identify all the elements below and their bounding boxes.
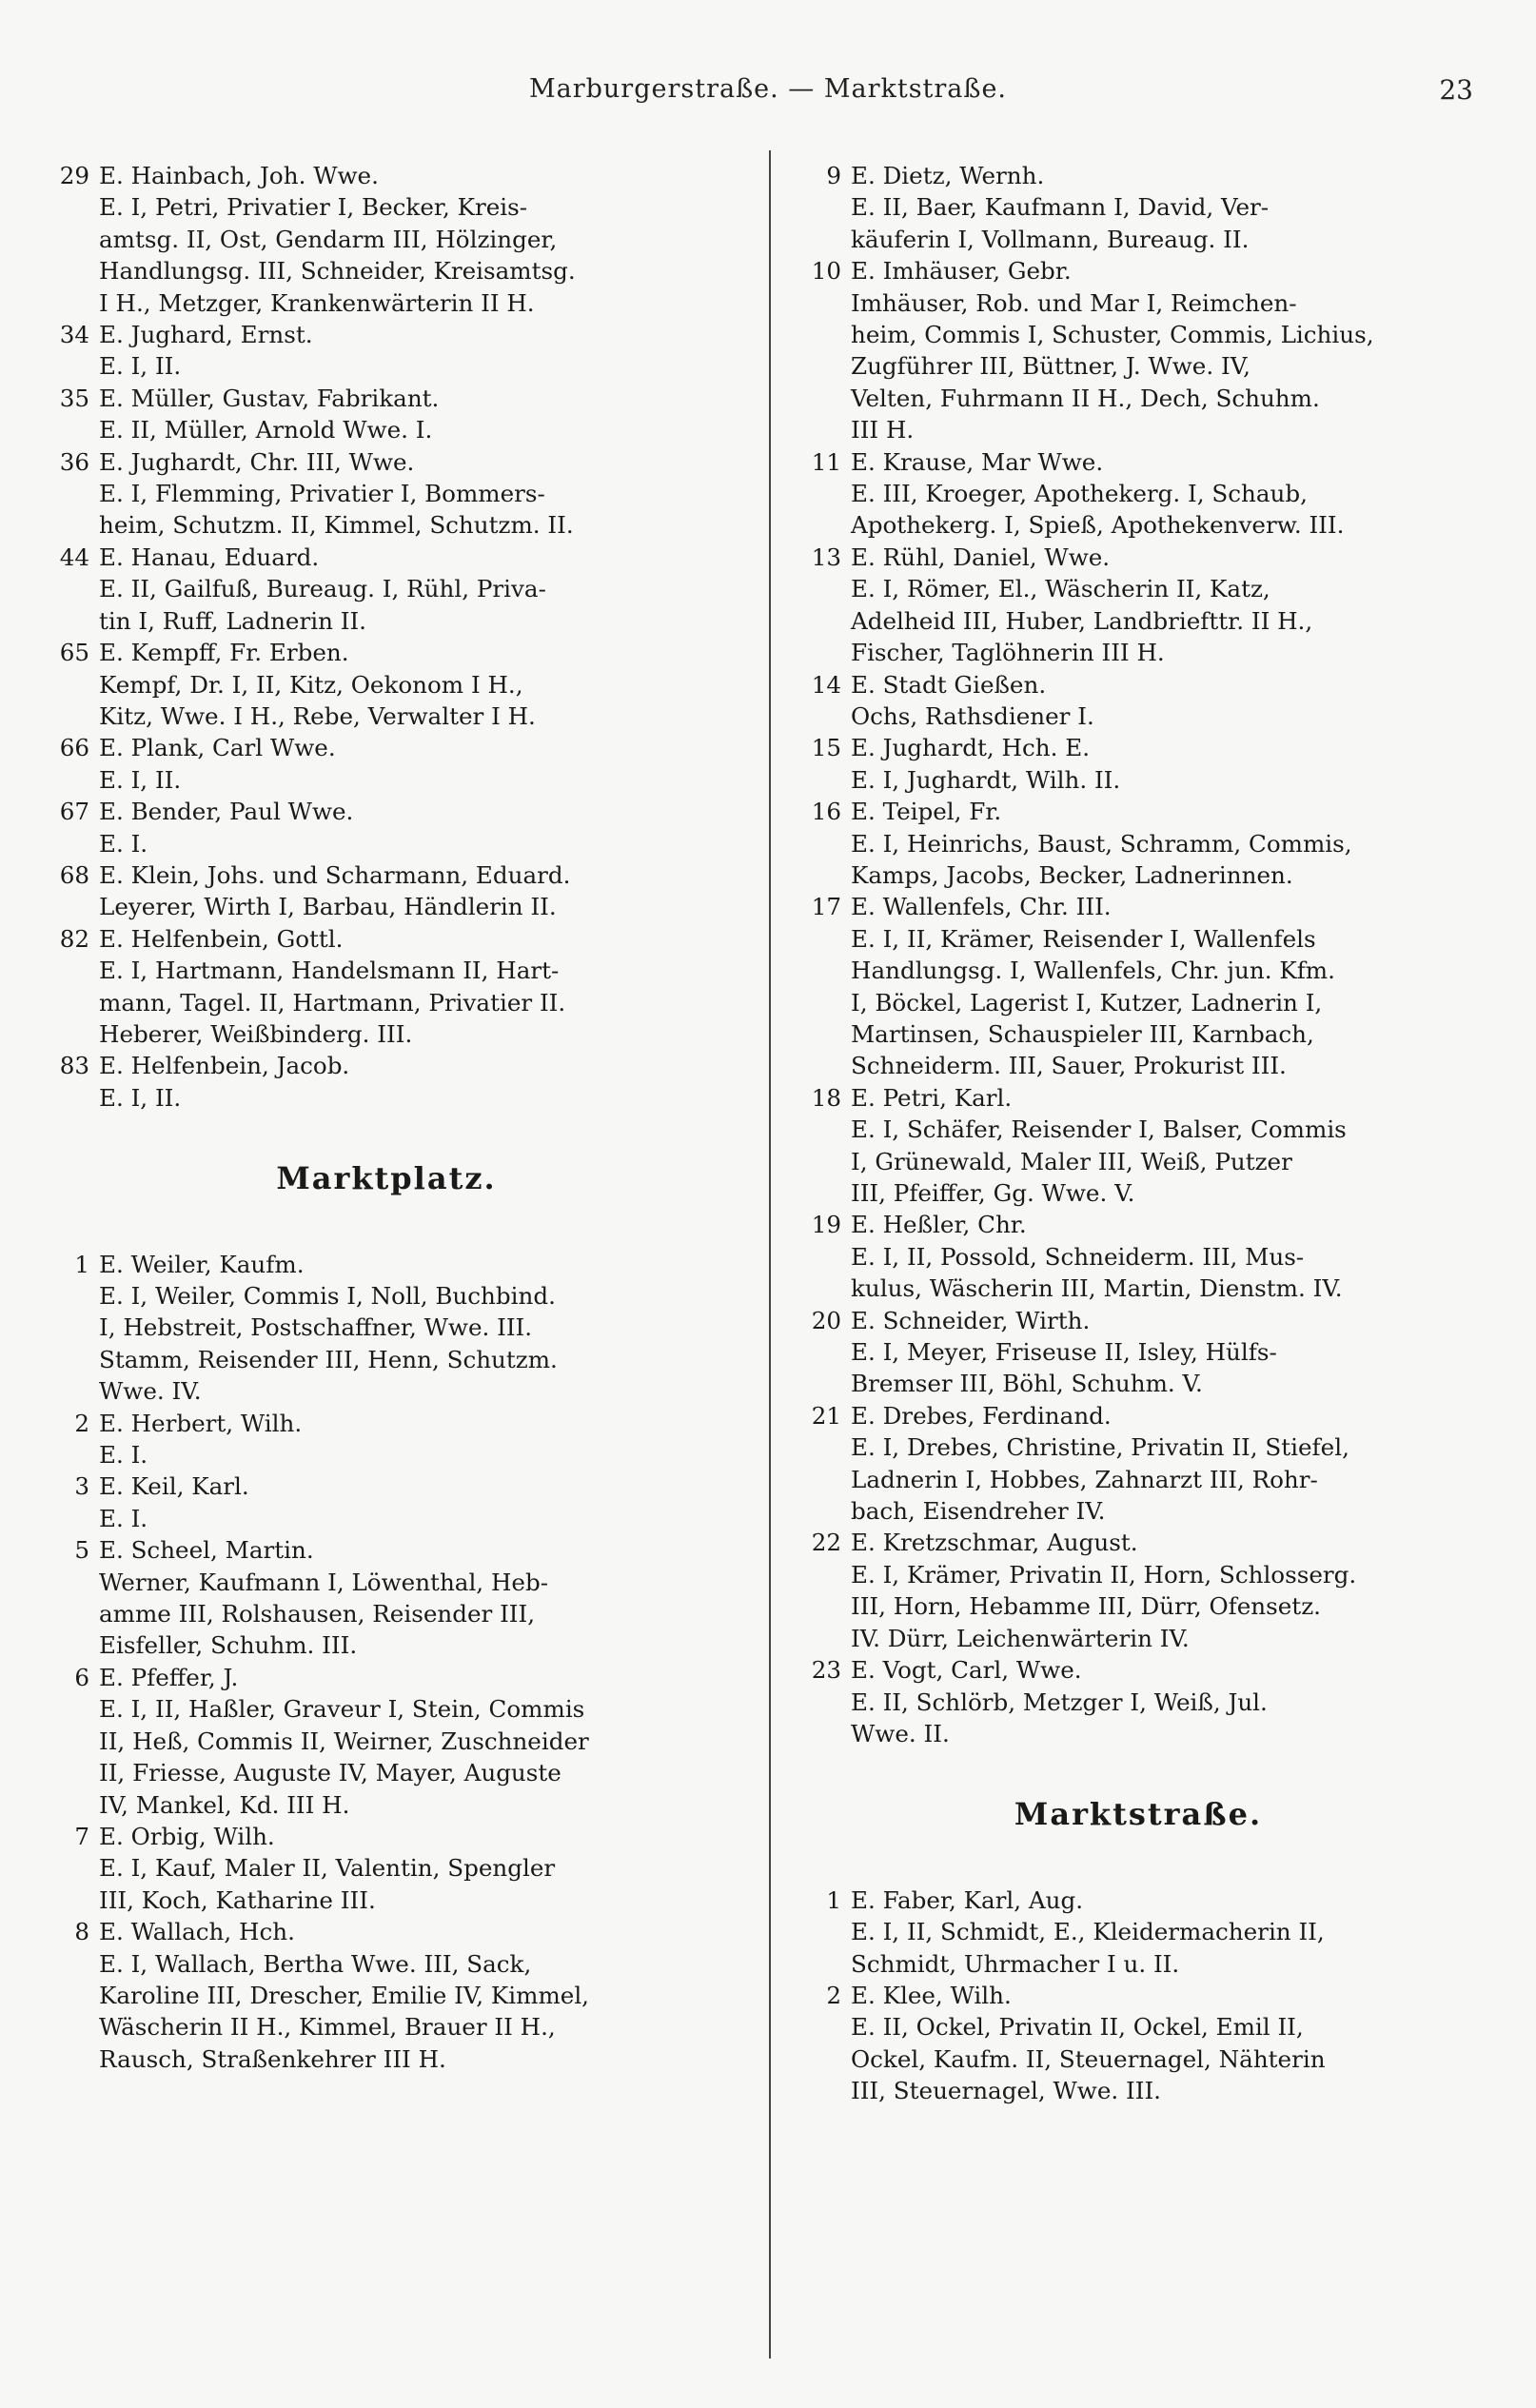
right-column	[796, 160, 1481, 2107]
entry-line: heim, Commis I, Schuster, Commis, Lichius,	[851, 321, 1374, 349]
entry-line: E. I, Wallach, Bertha Wwe. III, Sack,	[99, 1949, 532, 1978]
address-entry	[796, 1400, 1481, 1528]
house-number: 20	[811, 1306, 841, 1334]
address-entry	[44, 1662, 729, 1821]
entry-line: E. Helfenbein, Gottl.	[99, 924, 344, 953]
entry-line: amme III, Rolshausen, Reisender III,	[99, 1600, 536, 1628]
entry-line: E. Stadt Gießen.	[851, 670, 1047, 699]
entry-line: Kitz, Wwe. I H., Rebe, Verwalter I H.	[99, 701, 536, 730]
entry-line: Fischer, Taglöhnerin III H.	[851, 639, 1165, 667]
house-number: 44	[59, 543, 89, 571]
entry-line: Ladnerin I, Hobbes, Zahnarzt III, Rohr-	[851, 1465, 1318, 1493]
house-number: 21	[811, 1401, 841, 1430]
entry-line: E. Jughardt, Hch. E.	[851, 734, 1091, 762]
entry-first-line	[44, 383, 729, 414]
address-entry	[44, 923, 729, 1051]
house-number: 1	[826, 1885, 841, 1914]
entry-line: Ockel, Kaufm. II, Steuernagel, Nähterin	[851, 2044, 1326, 2073]
entry-first-line	[44, 923, 729, 955]
entry-first-line	[796, 542, 1481, 573]
entry-line: Heberer, Weißbinderg. III.	[99, 1019, 413, 1048]
entry-line: E. II, Müller, Arnold Wwe. I.	[99, 416, 433, 444]
house-number: 34	[59, 321, 89, 349]
entry-line: Eisfeller, Schuhm. III.	[99, 1631, 358, 1660]
house-number: 15	[811, 734, 841, 762]
entry-first-line	[44, 732, 729, 763]
address-entry	[796, 732, 1481, 796]
address-entry	[44, 542, 729, 637]
address-entry	[44, 732, 729, 796]
entry-first-line	[796, 446, 1481, 478]
address-entry	[796, 669, 1481, 733]
entry-first-line	[796, 1527, 1481, 1558]
entry-line: Werner, Kaufmann I, Löwenthal, Heb-	[99, 1568, 548, 1596]
entry-first-line	[44, 1249, 729, 1280]
entry-line: E. Kempff, Fr. Erben.	[99, 639, 349, 667]
page-number: 23	[1439, 74, 1473, 106]
entry-line: Wwe. II.	[851, 1719, 950, 1747]
page-header	[0, 74, 1536, 122]
house-number: 11	[811, 447, 841, 476]
entry-line: E. Hainbach, Joh. Wwe.	[99, 162, 379, 189]
running-title: Marburgerstraße. — Marktstraße.	[528, 74, 1008, 104]
house-number: 6	[74, 1663, 89, 1691]
entry-line: Karoline III, Drescher, Emilie IV, Kimmel,	[99, 1981, 590, 2009]
house-number: 19	[811, 1211, 841, 1239]
entry-first-line	[796, 1305, 1481, 1336]
address-entry	[796, 1654, 1481, 1749]
address-entry	[796, 542, 1481, 669]
house-number: 2	[826, 1981, 841, 2009]
entry-line: E. Keil, Karl.	[99, 1472, 249, 1501]
house-number: 5	[74, 1536, 89, 1565]
address-entry	[796, 1527, 1481, 1654]
address-entry	[44, 1249, 729, 1408]
entry-line: Stamm, Reisender III, Henn, Schutzm.	[99, 1345, 558, 1373]
entry-first-line	[44, 1534, 729, 1566]
entry-first-line	[796, 255, 1481, 286]
entry-line: Zugführer III, Büttner, J. Wwe. IV,	[851, 352, 1250, 381]
entry-line: E. I, II.	[99, 1083, 182, 1112]
section-heading-marktplatz: Marktplatz.	[276, 1160, 497, 1197]
entry-first-line	[796, 669, 1481, 701]
entry-line: I, Böckel, Lagerist I, Kutzer, Ladnerin I,	[851, 988, 1323, 1016]
entry-line: IV, Mankel, Kd. III H.	[99, 1790, 350, 1819]
address-entry	[44, 446, 729, 542]
entry-line: E. I, Römer, El., Wäscherin II, Katz,	[851, 575, 1270, 603]
entry-line: E. Petri, Karl.	[851, 1083, 1013, 1112]
entry-line: E. I, Heinrichs, Baust, Schramm, Commis,	[851, 829, 1352, 858]
entry-line: E. Hanau, Eduard.	[99, 543, 320, 571]
entry-first-line	[44, 1662, 729, 1693]
entry-line: Wäscherin II H., Kimmel, Brauer II H.,	[99, 2013, 556, 2042]
address-entry	[44, 859, 729, 923]
entry-line: I, Grünewald, Maler III, Weiß, Putzer	[851, 1147, 1292, 1175]
address-entry	[44, 1470, 729, 1534]
entry-line: E. I, Drebes, Christine, Privatin II, Stiefel,	[851, 1433, 1349, 1462]
entry-line: III, Horn, Hebamme III, Dürr, Ofensetz.	[851, 1592, 1321, 1621]
entry-line: E. I.	[99, 1441, 148, 1470]
house-number: 18	[811, 1083, 841, 1112]
entry-line: E. Dietz, Wernh.	[851, 162, 1045, 189]
entry-line: Velten, Fuhrmann II H., Dech, Schuhm.	[851, 384, 1320, 412]
entry-line: E. I, Weiler, Commis I, Noll, Buchbind.	[99, 1282, 556, 1310]
house-number: 9	[826, 162, 841, 189]
address-entry	[44, 796, 729, 859]
entry-line: amtsg. II, Ost, Gendarm III, Hölzinger,	[99, 225, 558, 253]
entry-line: Schneiderm. III, Sauer, Prokurist III.	[851, 1052, 1287, 1080]
entry-first-line	[44, 160, 729, 191]
entry-line: E. II, Gailfuß, Bureaug. I, Rühl, Priva-	[99, 575, 546, 603]
entry-line: E. Helfenbein, Jacob.	[99, 1052, 350, 1080]
entry-line: E. Herbert, Wilh.	[99, 1409, 303, 1437]
entry-line: E. Drebes, Ferdinand.	[851, 1401, 1112, 1430]
entry-line: Wwe. IV.	[99, 1377, 202, 1406]
left-block-marktplatz	[44, 1249, 729, 2076]
entry-first-line	[796, 1885, 1481, 1916]
entry-line: Kamps, Jacobs, Becker, Ladnerinnen.	[851, 860, 1293, 889]
section-heading-marktstrasse: Marktstraße.	[1014, 1796, 1263, 1833]
entry-line: III, Koch, Katharine III.	[99, 1885, 376, 1914]
entry-first-line	[796, 1082, 1481, 1114]
house-number: 83	[59, 1052, 89, 1080]
entry-first-line	[796, 1209, 1481, 1240]
entry-line: E. Orbig, Wilh.	[99, 1822, 275, 1850]
column-divider	[769, 150, 771, 2359]
entry-line: E. II, Ockel, Privatin II, Ockel, Emil II,	[851, 2013, 1304, 2042]
entry-line: tin I, Ruff, Ladnerin II.	[99, 606, 367, 635]
entry-first-line	[796, 891, 1481, 922]
address-entry	[796, 1980, 1481, 2107]
house-number: 2	[74, 1409, 89, 1437]
house-number: 67	[59, 798, 89, 826]
address-entry	[44, 1534, 729, 1662]
address-entry	[796, 891, 1481, 1081]
entry-line: Leyerer, Wirth I, Barbau, Händlerin II.	[99, 893, 557, 921]
entry-line: kulus, Wäscherin III, Martin, Dienstm. IV.	[851, 1274, 1343, 1303]
right-block-marktplatz-cont	[796, 160, 1481, 1749]
entry-line: Martinsen, Schauspieler III, Karnbach,	[851, 1019, 1314, 1048]
right-block-marktstrasse	[796, 1885, 1481, 2107]
entry-line: mann, Tagel. II, Hartmann, Privatier II.	[99, 988, 566, 1016]
entry-first-line	[44, 1470, 729, 1502]
entry-line: E. Bender, Paul Wwe.	[99, 798, 354, 826]
entry-line: E. III, Kroeger, Apothekerg. I, Schaub,	[851, 480, 1308, 508]
house-number: 82	[59, 924, 89, 953]
entry-line: Apothekerg. I, Spieß, Apothekenverw. III.	[851, 511, 1345, 540]
entry-first-line	[796, 1400, 1481, 1431]
house-number: 13	[811, 543, 841, 571]
entry-first-line	[44, 542, 729, 573]
entry-line: E. Klein, Johs. und Scharmann, Eduard.	[99, 860, 571, 889]
entry-line: E. I, Meyer, Friseuse II, Isley, Hülfs-	[851, 1338, 1277, 1367]
entry-line: E. Jughardt, Chr. III, Wwe.	[99, 447, 415, 476]
entry-line: E. I, Hartmann, Handelsmann II, Hart-	[99, 957, 560, 985]
entry-line: E. Schneider, Wirth.	[851, 1306, 1091, 1334]
house-number: 16	[811, 798, 841, 826]
entry-line: E. I, II, Krämer, Reisender I, Wallenfels	[851, 924, 1316, 953]
entry-line: II, Heß, Commis II, Weirner, Zuschneider	[99, 1727, 589, 1755]
entry-first-line	[796, 1654, 1481, 1686]
entry-line: Handlungsg. III, Schneider, Kreisamtsg.	[99, 257, 576, 286]
entry-line: I H., Metzger, Krankenwärterin II H.	[99, 288, 535, 317]
entry-first-line	[44, 796, 729, 827]
house-number: 36	[59, 447, 89, 476]
entry-line: E. Jughard, Ernst.	[99, 321, 313, 349]
entry-first-line	[44, 319, 729, 350]
house-number: 65	[59, 639, 89, 667]
entry-first-line	[44, 1916, 729, 1947]
house-number: 29	[59, 162, 89, 189]
entry-first-line	[44, 1408, 729, 1439]
address-entry	[796, 796, 1481, 891]
entry-line: E. I, Schäfer, Reisender I, Balser, Commis	[851, 1115, 1347, 1144]
address-entry	[44, 1916, 729, 2075]
entry-line: E. II, Schlörb, Metzger I, Weiß, Jul.	[851, 1688, 1268, 1716]
house-number: 10	[811, 257, 841, 286]
entry-line: Adelheid III, Huber, Landbriefttr. II H.,	[851, 606, 1313, 635]
entry-line: E. Plank, Carl Wwe.	[99, 734, 336, 762]
entry-line: E. Faber, Karl, Aug.	[851, 1885, 1084, 1914]
entry-first-line	[796, 732, 1481, 763]
address-entry	[796, 1305, 1481, 1400]
entry-line: E. Vogt, Carl, Wwe.	[851, 1656, 1082, 1685]
address-entry	[796, 160, 1481, 255]
entry-line: Bremser III, Böhl, Schuhm. V.	[851, 1370, 1203, 1398]
entry-line: E. I, Kauf, Maler II, Valentin, Spengler	[99, 1854, 556, 1883]
entry-first-line	[796, 160, 1481, 191]
house-number: 68	[59, 860, 89, 889]
entry-line: heim, Schutzm. II, Kimmel, Schutzm. II.	[99, 511, 574, 540]
entry-line: E. Müller, Gustav, Fabrikant.	[99, 384, 440, 412]
address-entry	[44, 1821, 729, 1916]
entry-line: E. I, Flemming, Privatier I, Bommers-	[99, 480, 545, 508]
entry-line: E. Wallach, Hch.	[99, 1918, 295, 1946]
entry-first-line	[796, 796, 1481, 827]
entry-line: E. Kretzschmar, August.	[851, 1529, 1138, 1557]
entry-line: bach, Eisendreher IV.	[851, 1497, 1106, 1526]
entry-line: Schmidt, Uhrmacher I u. II.	[851, 1949, 1180, 1978]
entry-line: E. I, Krämer, Privatin II, Horn, Schlosserg.	[851, 1560, 1357, 1589]
entry-first-line	[44, 1050, 729, 1081]
entry-line: I, Hebstreit, Postschaffner, Wwe. III.	[99, 1313, 533, 1342]
entry-line: Kempf, Dr. I, II, Kitz, Oekonom I H.,	[99, 670, 523, 699]
house-number: 14	[811, 670, 841, 699]
entry-line: E. Wallenfels, Chr. III.	[851, 893, 1112, 921]
entry-line: E. Klee, Wilh.	[851, 1981, 1012, 2009]
entry-first-line	[44, 446, 729, 478]
address-entry	[44, 637, 729, 732]
entry-line: III, Pfeiffer, Gg. Wwe. V.	[851, 1179, 1135, 1207]
entry-first-line	[44, 859, 729, 891]
entry-line: III H.	[851, 416, 915, 444]
house-number: 3	[74, 1472, 89, 1501]
entry-line: E. Heßler, Chr.	[851, 1211, 1027, 1239]
entry-line: IV. Dürr, Leichenwärterin IV.	[851, 1624, 1190, 1652]
entry-line: E. II, Baer, Kaufmann I, David, Ver-	[851, 193, 1270, 222]
entry-line: Handlungsg. I, Wallenfels, Chr. jun. Kfm.	[851, 957, 1335, 985]
entry-line: II, Friesse, Auguste IV, Mayer, Auguste	[99, 1759, 561, 1787]
entry-line: E. I, II.	[99, 352, 182, 381]
house-number: 8	[74, 1918, 89, 1946]
address-entry	[44, 383, 729, 446]
entry-line: E. Teipel, Fr.	[851, 798, 1002, 826]
house-number: 35	[59, 384, 89, 412]
entry-line: E. I, II, Haßler, Graveur I, Stein, Commis	[99, 1695, 585, 1724]
address-entry	[44, 1050, 729, 1114]
entry-line: E. Imhäuser, Gebr.	[851, 257, 1072, 286]
entry-line: Rausch, Straßenkehrer III H.	[99, 2044, 446, 2073]
entry-line: E. I.	[99, 829, 148, 858]
address-entry	[796, 1209, 1481, 1304]
entry-line: E. I, Petri, Privatier I, Becker, Kreis-	[99, 193, 528, 222]
house-number: 22	[811, 1529, 841, 1557]
entry-first-line	[44, 1821, 729, 1852]
left-block-marburgerstrasse	[44, 160, 729, 1114]
address-entry	[796, 446, 1481, 542]
house-number: 17	[811, 893, 841, 921]
entry-line: E. I, II, Schmidt, E., Kleidermacherin II,	[851, 1918, 1325, 1946]
address-entry	[44, 160, 729, 319]
entry-line: E. Pfeffer, J.	[99, 1663, 239, 1691]
entry-line: E. Krause, Mar Wwe.	[851, 447, 1104, 476]
address-entry	[796, 1082, 1481, 1210]
entry-line: E. I, II, Possold, Schneiderm. III, Mus-	[851, 1242, 1305, 1271]
entry-line: Imhäuser, Rob. und Mar I, Reimchen-	[851, 288, 1297, 317]
entry-line: E. Rühl, Daniel, Wwe.	[851, 543, 1111, 571]
house-number: 66	[59, 734, 89, 762]
entry-line: E. I, Jughardt, Wilh. II.	[851, 765, 1121, 794]
house-number: 23	[811, 1656, 841, 1685]
left-column	[44, 160, 729, 2075]
address-entry	[796, 255, 1481, 445]
entry-line: E. I.	[99, 1504, 148, 1532]
house-number: 1	[74, 1250, 89, 1278]
entry-line: Ochs, Rathsdiener I.	[851, 701, 1094, 730]
entry-line: E. Scheel, Martin.	[99, 1536, 314, 1565]
entry-line: E. I, II.	[99, 765, 182, 794]
entry-line: käuferin I, Vollmann, Bureaug. II.	[851, 225, 1250, 253]
address-entry	[44, 319, 729, 383]
house-number: 7	[74, 1822, 89, 1850]
entry-first-line	[796, 1980, 1481, 2011]
address-entry	[44, 1408, 729, 1471]
entry-line: III, Steuernagel, Wwe. III.	[851, 2077, 1161, 2105]
entry-first-line	[44, 637, 729, 668]
entry-line: E. Weiler, Kaufm.	[99, 1250, 305, 1278]
address-entry	[796, 1885, 1481, 1980]
